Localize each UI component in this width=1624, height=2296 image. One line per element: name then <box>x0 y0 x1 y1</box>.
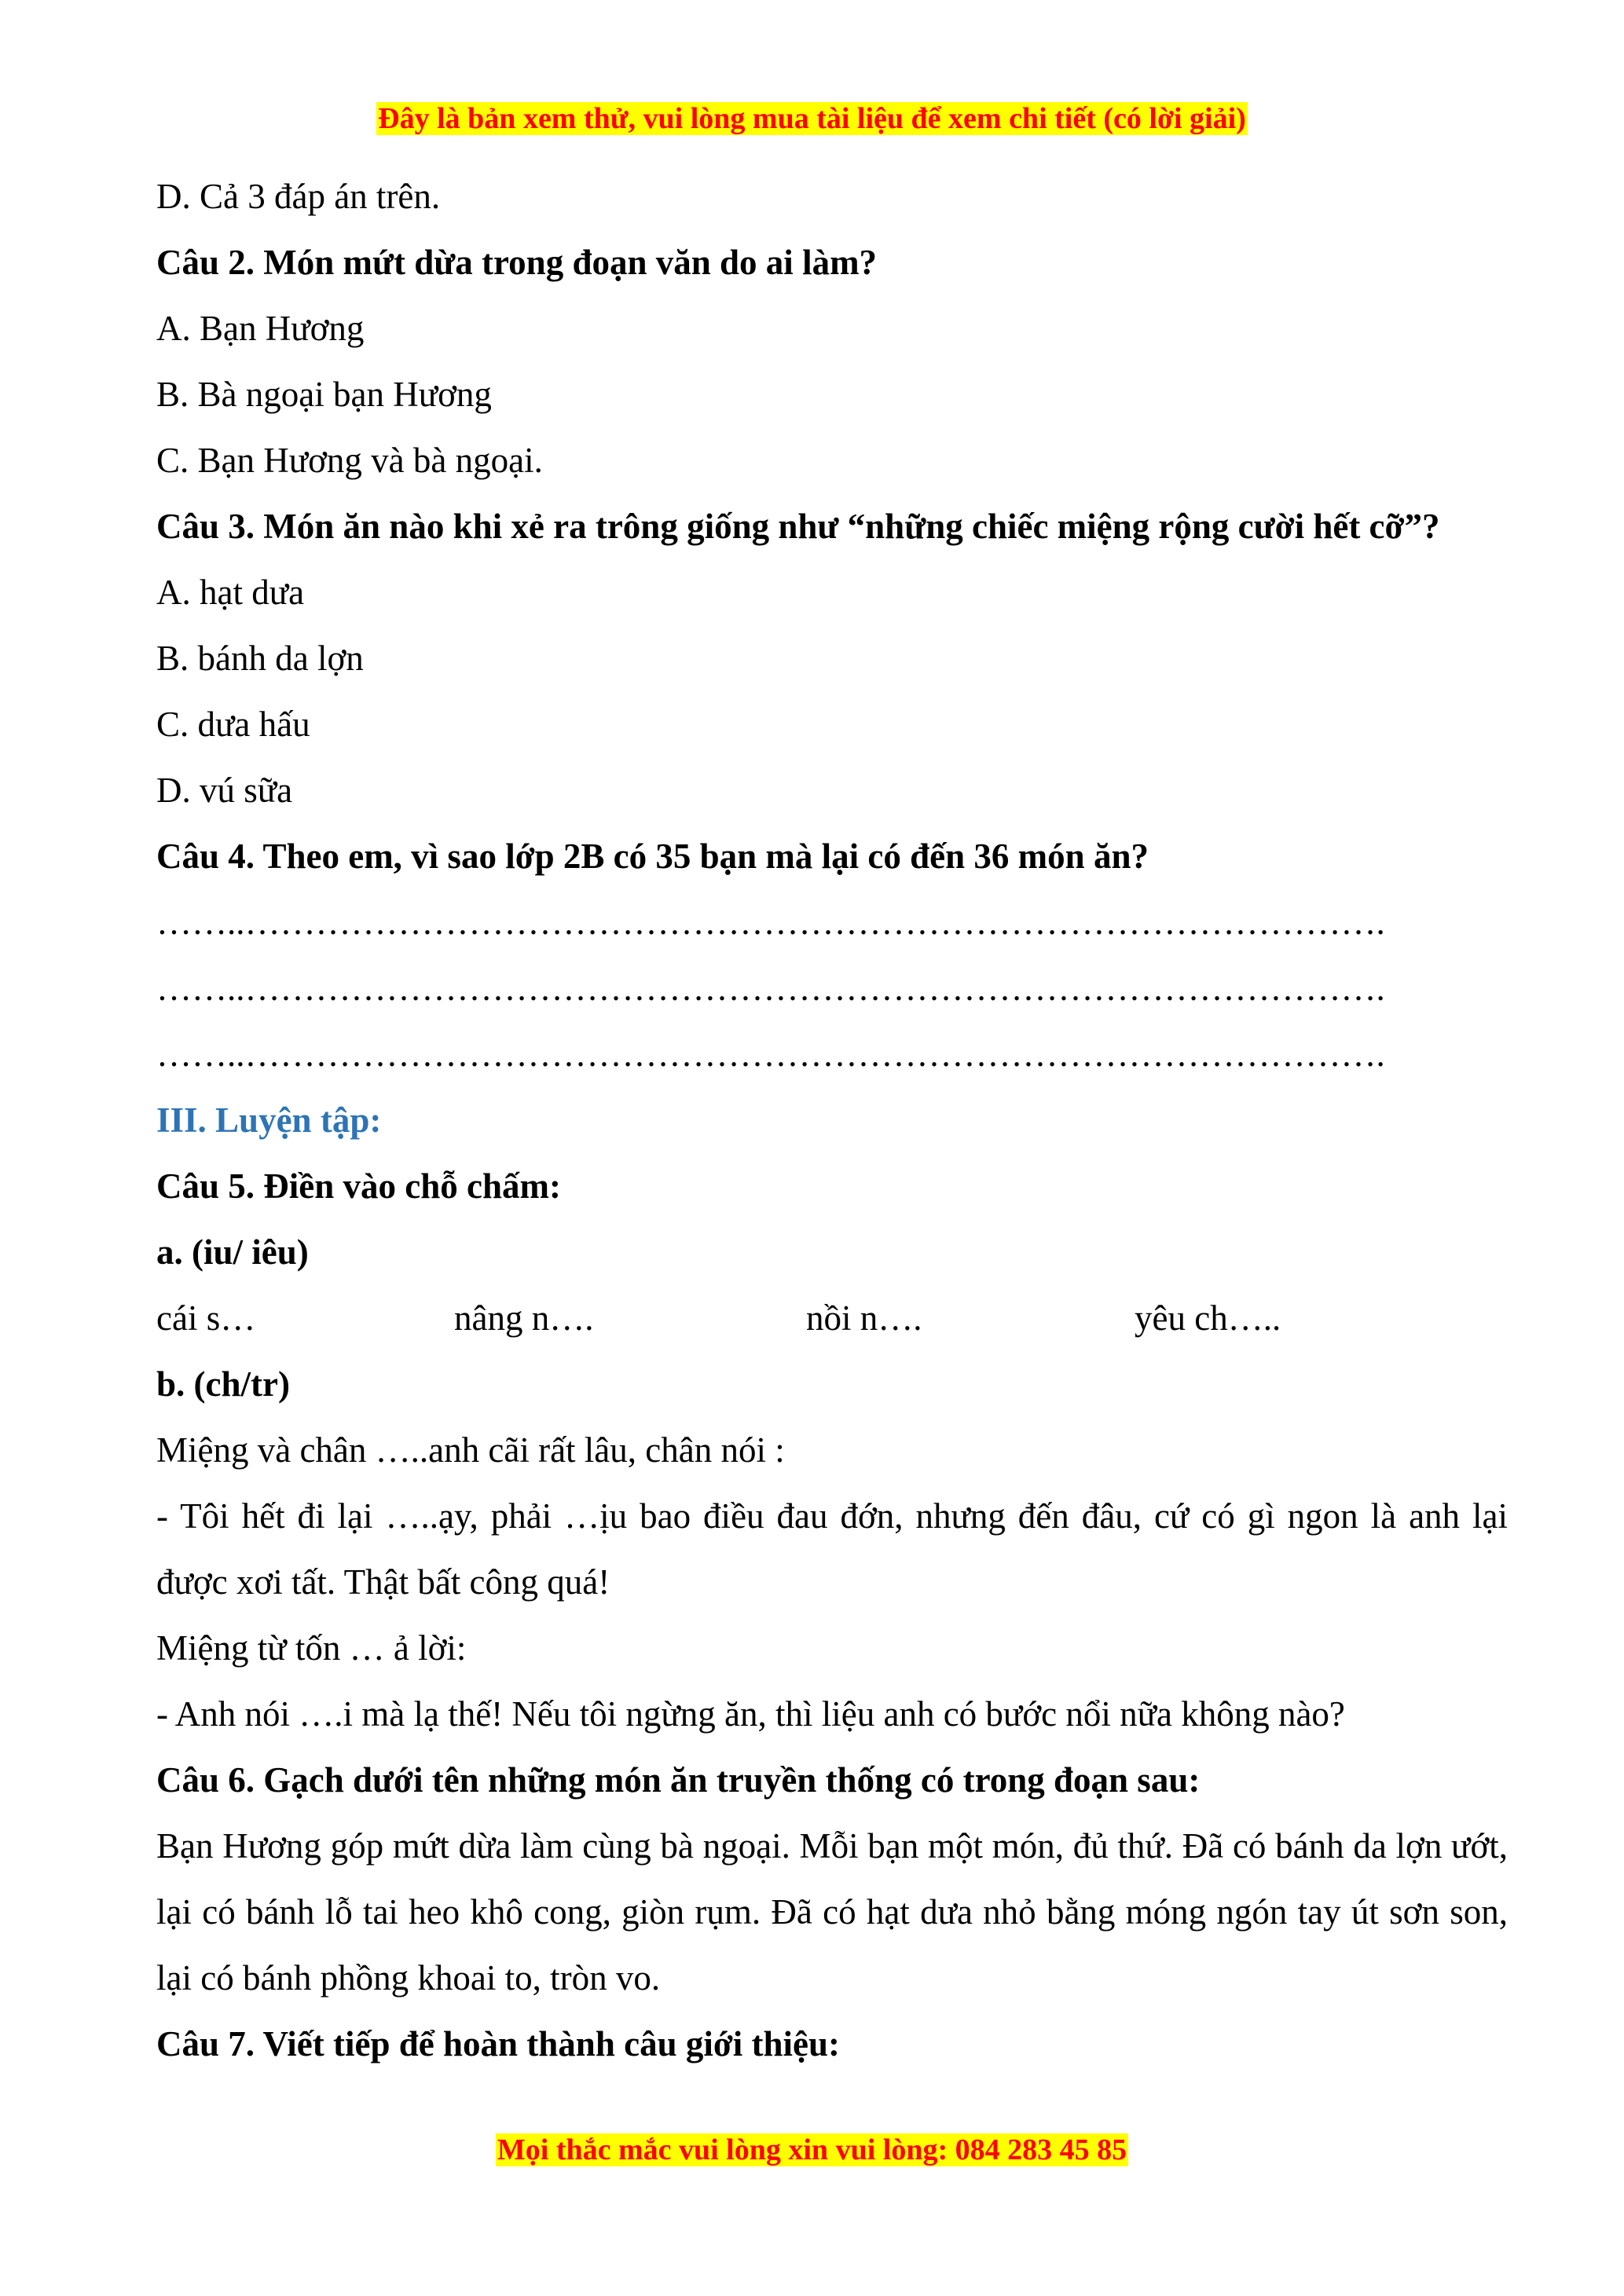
q3-option-d: D. vú sữa <box>156 771 293 810</box>
section-title: III. Luyện tập: <box>156 1100 382 1140</box>
q3-option-c: C. dưa hấu <box>156 705 310 744</box>
contact-banner <box>0 2130 1624 2170</box>
fill-item: nâng n…. <box>454 1298 594 1338</box>
q2-option-c: C. Bạn Hương và bà ngoại. <box>156 441 543 480</box>
q4-answer-line: ……..……………………………………………………………………………………. <box>156 969 1385 1008</box>
q6-question: Câu 6. Gạch dưới tên những món ăn truyền thống có trong đoạn sau: <box>156 1760 1201 1800</box>
q2-option-a: A. Bạn Hương <box>156 309 365 348</box>
q1-option-d: D. Cả 3 đáp án trên. <box>156 177 441 216</box>
q4-question: Câu 4. Theo em, vì sao lớp 2B có 35 bạn mà lại có đến 36 món ăn? <box>156 837 1149 876</box>
fill-item: nồi n…. <box>806 1298 922 1338</box>
contact-banner-text: Mọi thắc mắc vui lòng xin vui lòng: 084 283 45 85 <box>497 2133 1127 2166</box>
q7-question: Câu 7. Viết tiếp để hoàn thành câu giới thiệu: <box>156 2024 841 2063</box>
q5-part-b-line: - Tôi hết đi lại …..ạy, phải …ịu bao điều đau đớn, nhưng đến đâu, cứ có gì ngon là anh lại được xơi tất. Thật bất công quá! <box>156 1496 1508 1602</box>
q5-part-a-label: a. (iu/ iêu) <box>156 1232 309 1272</box>
q5-part-b-line: Miệng và chân …..anh cãi rất lâu, chân nói : <box>156 1430 785 1470</box>
q3-question: Câu 3. Món ăn nào khi xẻ ra trông giống như “những chiếc miệng rộng cười hết cỡ”? <box>156 507 1440 546</box>
fill-item: yêu ch….. <box>1135 1298 1281 1338</box>
q5-question: Câu 5. Điền vào chỗ chấm: <box>156 1166 561 1206</box>
worksheet-body <box>156 163 1508 2077</box>
q4-answer-line: ……..……………………………………………………………………………………. <box>156 1034 1385 1074</box>
q3-option-a: A. hạt dưa <box>156 573 305 612</box>
preview-banner <box>0 99 1624 138</box>
q4-answer-line: ……..……………………………………………………………………………………. <box>156 903 1385 942</box>
q5-part-b-line: Miệng từ tốn … ả lời: <box>156 1628 467 1668</box>
q5-part-a-items <box>156 1285 1508 1351</box>
preview-banner-text: Đây là bản xem thử, vui lòng mua tài liệu để xem chi tiết (có lời giải) <box>378 102 1246 135</box>
q5-part-b-line: - Anh nói ….i mà lạ thế! Nếu tôi ngừng ăn, thì liệu anh có bước nổi nữa không nào? <box>156 1694 1345 1734</box>
q2-option-b: B. Bà ngoại bạn Hương <box>156 375 492 414</box>
q5-part-b-label: b. (ch/tr) <box>156 1364 290 1404</box>
q2-question: Câu 2. Món mứt dừa trong đoạn văn do ai làm? <box>156 243 878 282</box>
q3-option-b: B. bánh da lợn <box>156 639 364 678</box>
fill-item: cái s… <box>156 1298 256 1338</box>
q6-passage: Bạn Hương góp mứt dừa làm cùng bà ngoại. Mỗi bạn một món, đủ thứ. Đã có bánh da lợn ướt, lại có bánh lỗ tai heo khô cong, giòn rụm. Đã có hạt dưa nhỏ bằng móng ngón tay út sơn son, lại có bánh phồng khoai to, tròn vo. <box>156 1826 1508 1998</box>
